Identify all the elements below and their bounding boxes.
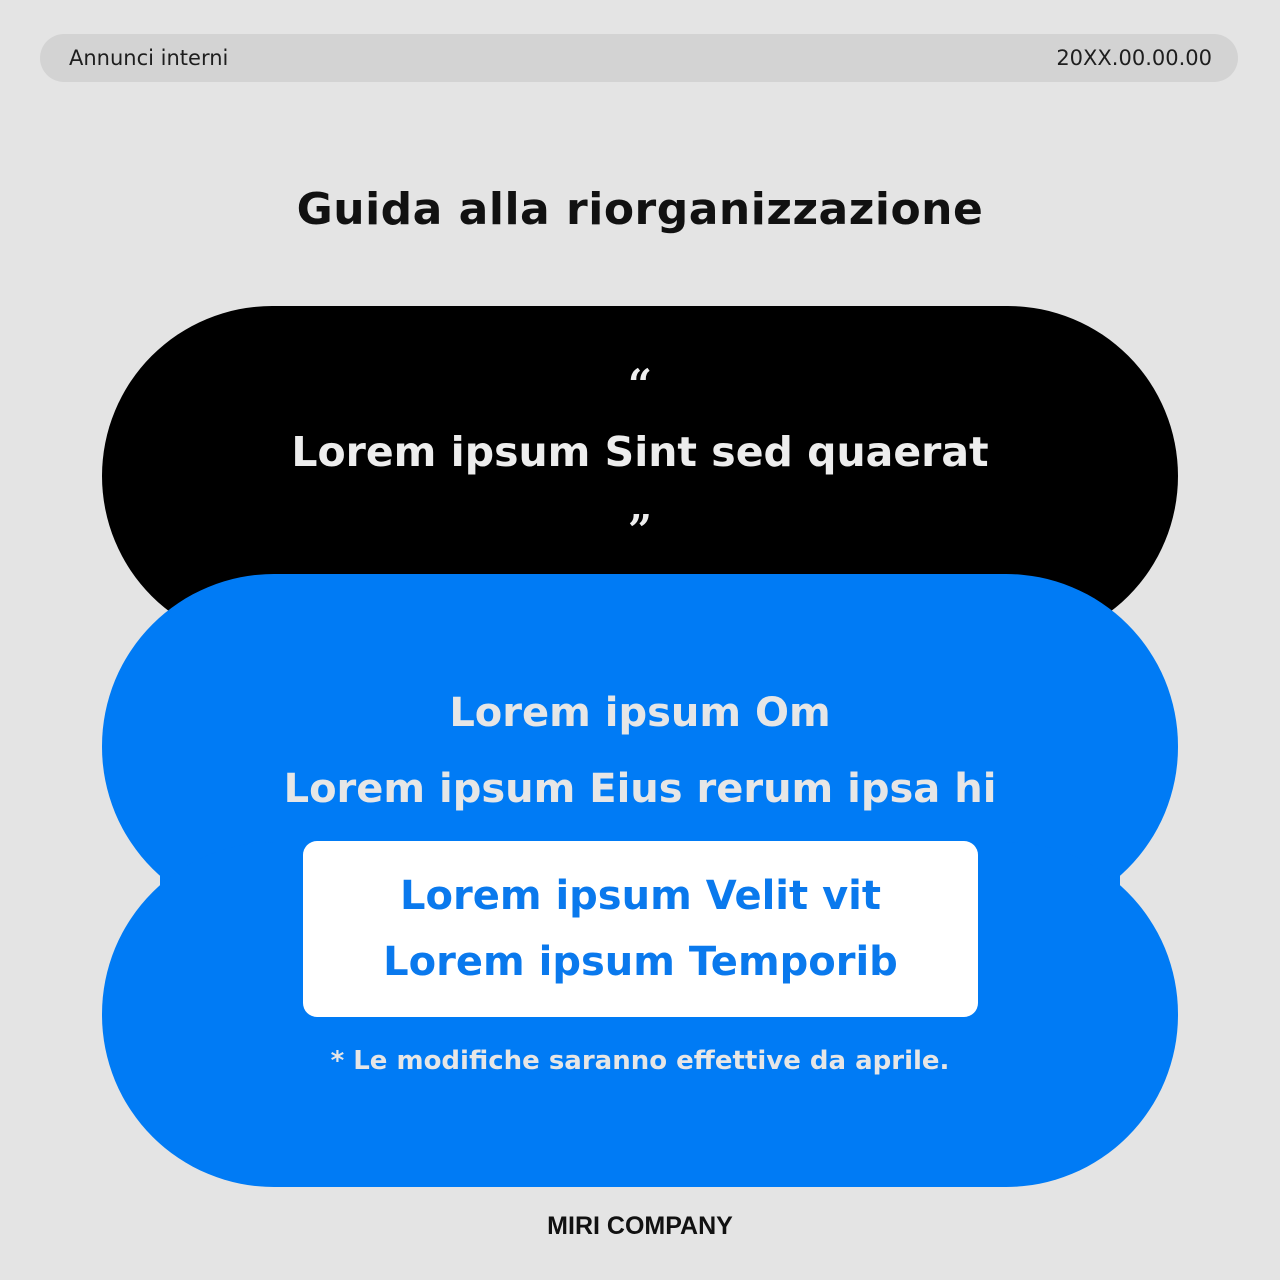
quote-text: Lorem ipsum Sint sed quaerat — [291, 428, 989, 476]
highlight-box — [303, 841, 978, 1017]
page-title: Guida alla riorganizzazione — [296, 184, 984, 235]
highlight-line-1: Lorem ipsum Velit vit — [400, 873, 881, 919]
detail-line-1: Lorem ipsum Om — [449, 690, 831, 736]
detail-line-2: Lorem ipsum Eius rerum ipsa hi — [283, 766, 997, 812]
company-name: MIRI COMPANY — [547, 1212, 733, 1240]
open-quote-icon: “ — [627, 360, 653, 409]
close-quote-icon: ” — [627, 506, 653, 555]
header-date: 20XX.00.00.00 — [1056, 46, 1212, 70]
effective-date-note: * Le modifiche saranno effettive da aprile. — [330, 1046, 950, 1076]
highlight-line-2: Lorem ipsum Temporib — [383, 939, 898, 985]
header-bar — [40, 34, 1238, 82]
header-label: Annunci interni — [69, 46, 229, 70]
